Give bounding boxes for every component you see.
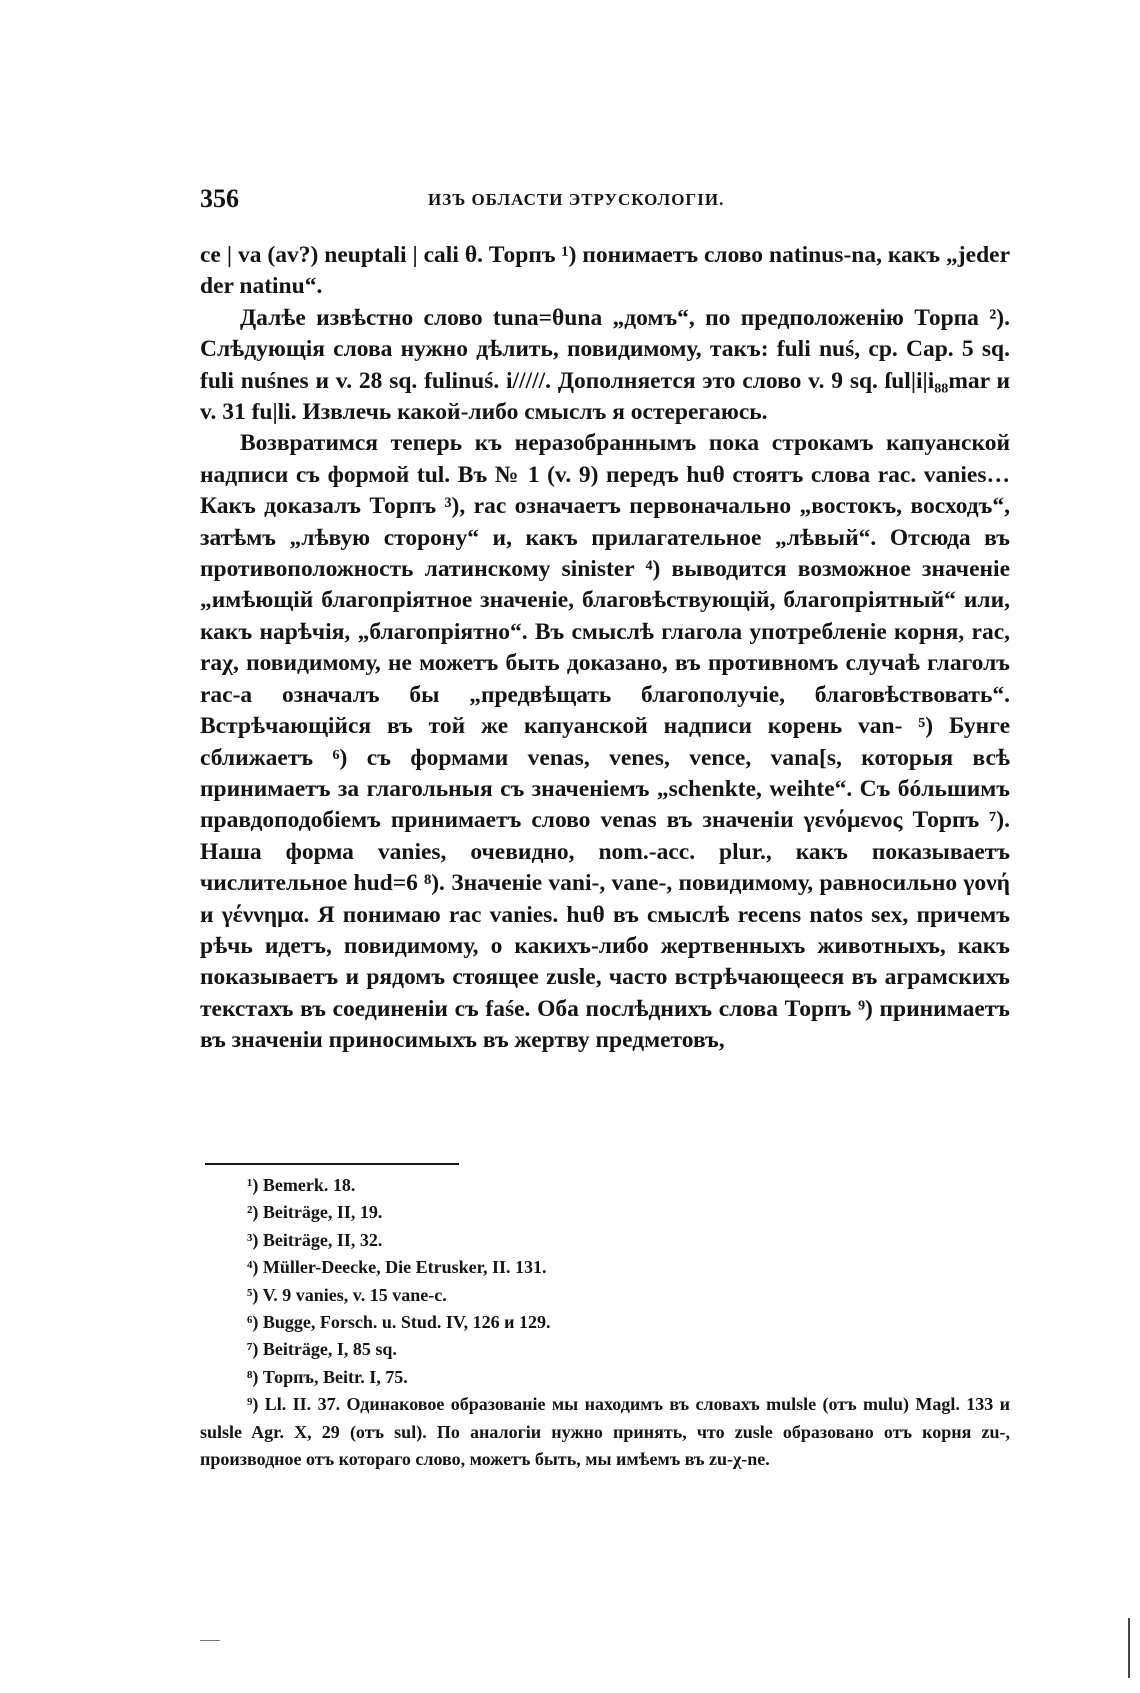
footnote-5 (200, 1282, 1010, 1309)
footnote-text: Beiträge, II, 32. (262, 1229, 383, 1250)
footnote-mark: ⁵) (247, 1284, 259, 1305)
footnote-9 (200, 1391, 1010, 1473)
paragraph-2: Далѣе извѣстно слово tuna=θuna „домъ“, по предположенію Торпа ²). Слѣдующія слова нужно дѣлить, повидимому, такъ: fuli nuś, ср. Cap. 5 sq. fuli nuśnes и v. 28 sq. fulinuś. i/////. Дополняется это слово v. 9 sq. ſul|i|i₈₈mar и v. 31 fu|li. Извлечь какой-либо смыслъ я остерегаюсь. (200, 304, 1010, 426)
footnote-7 (200, 1336, 1010, 1363)
footnote-text: Торпъ, Beitr. I, 75. (262, 1366, 408, 1387)
footnote-mark: ⁹) (247, 1394, 259, 1415)
paragraph-1: ce | va (av?) neuptali | cali θ. Торпъ ¹) понимаетъ слово natinus-na, какъ „jeder der natinu“. (200, 242, 1010, 300)
scan-edge-mark (1128, 1618, 1130, 1678)
footnote-divider (205, 1163, 459, 1165)
body-text (200, 240, 1010, 1057)
footnote-text: Bugge, Forsch. u. Stud. IV, 126 и 129. (262, 1312, 551, 1333)
footnote-text: V. 9 vanies, v. 15 vane-c. (262, 1284, 447, 1305)
footnote-text: Ll. II. 37. Одинаковое образованіе мы находимъ въ словахъ mulsle (отъ mulu) Magl. 133 и sulsle Agr. X, 29 (отъ sul). По аналогіи нужно принять, что zusle образовано отъ корня zu-, производное отъ котораго слово, можетъ быть, мы имѣемъ въ zu-χ-ne. (200, 1394, 1010, 1470)
footnotes (200, 1172, 1010, 1473)
page-header (200, 184, 1010, 224)
footnote-mark: ⁷) (247, 1339, 259, 1360)
footnote-6 (200, 1309, 1010, 1336)
footnote-2 (200, 1199, 1010, 1226)
footnote-text: Beiträge, II, 19. (262, 1202, 383, 1223)
paragraph-3: Возвратимся теперь къ неразобраннымъ пока строкамъ капуанской надписи съ формой tul. Въ № 1 (v. 9) передъ huθ стоятъ слова rac. vanies… Какъ доказалъ Торпъ ³), rac означаетъ первоначально „востокъ, восходъ“, затѣмъ „лѣвую сторону“ и, какъ прилагательное „лѣвый“. Отсюда въ противоположность латинскому sinister ⁴) выводится возможное значеніе „имѣющій благопріятное значеніе, благовѣствующій, благопріятный“ или, какъ нарѣчія, „благопріятно“. Въ смыслѣ глагола употребленіе корня, rac, raχ, повидимому, не можетъ быть доказано, въ противномъ случаѣ глаголъ rac-a означалъ бы „предвѣщать благополучіе, благовѣствовать“. Встрѣчающійся въ той же капуанской надписи корень van- ⁵) Бунге сближаетъ ⁶) съ формами venas, venes, vence, vana[s, которыя всѣ принимаетъ за глагольныя съ значеніемъ „schenkte, weihte“. Съ бóльшимъ правдоподобіемъ принимаетъ слово venas въ значеніи γενόμενος Торпъ ⁷). Наша форма vanies, очевидно, nom.-acc. plur., какъ показываетъ числительное hud=6 ⁸). Значеніе vani-, vane-, повидимому, равносильно γονή и γέννημα. Я понимаю rac vanies. huθ въ смыслѣ recens natos sex, причемъ рѣчь идетъ, повидимому, о какихъ-либо жертвенныхъ животныхъ, какъ показываетъ и рядомъ стоящее zusle, часто встрѣчающееся въ аграмскихъ текстахъ въ соединеніи съ faśe. Оба послѣднихъ слова Торпъ ⁹) принимаетъ въ значеніи приносимыхъ въ жертву предметовъ, (200, 430, 1010, 1054)
footnote-mark: ⁶) (247, 1312, 259, 1333)
footnote-8 (200, 1364, 1010, 1391)
page-number: 356 (200, 184, 239, 213)
footnote-mark: ⁴) (247, 1257, 259, 1278)
footnote-1 (200, 1172, 1010, 1199)
footnote-4 (200, 1254, 1010, 1281)
footnote-mark: ²) (247, 1202, 259, 1223)
footnote-text: Bemerk. 18. (262, 1175, 356, 1195)
scan-stray-mark (200, 1640, 220, 1641)
footnote-text: Müller-Deecke, Die Etrusker, II. 131. (262, 1257, 547, 1278)
footnote-mark: ³) (247, 1229, 259, 1250)
footnote-mark: ⁸) (247, 1366, 259, 1387)
footnote-mark: ¹) (247, 1175, 259, 1195)
footnote-text: Beiträge, I, 85 sq. (262, 1339, 397, 1360)
running-title: ИЗЪ ОБЛАСТИ ЭТРУСКОЛОГІИ. (428, 190, 725, 209)
footnote-3 (200, 1227, 1010, 1254)
